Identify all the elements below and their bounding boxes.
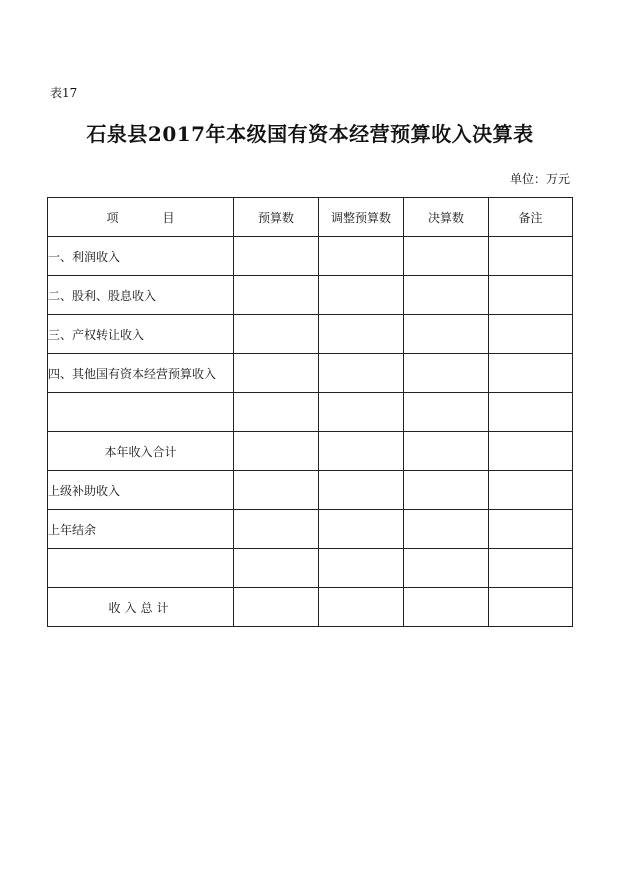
cell-final-accounts <box>404 237 489 276</box>
header-remarks: 备注 <box>489 198 573 237</box>
cell-budget <box>234 471 319 510</box>
row-item: 上级补助收入 <box>48 471 234 510</box>
cell-budget <box>234 588 319 627</box>
unit-label: 单位：万元 <box>509 172 570 186</box>
cell-remarks <box>489 588 573 627</box>
cell-adjusted-budget <box>319 510 404 549</box>
row-item: 三、产权转让收入 <box>48 315 234 354</box>
revenue-final-accounts-table <box>47 197 573 627</box>
cell-final-accounts <box>404 588 489 627</box>
cell-final-accounts <box>404 393 489 432</box>
cell-final-accounts <box>404 549 489 588</box>
row-item: 一、利润收入 <box>48 237 234 276</box>
cell-remarks <box>489 432 573 471</box>
header-final-accounts: 决算数 <box>404 198 489 237</box>
header-item-right: 目 <box>162 210 175 225</box>
table-row-blank <box>48 393 573 432</box>
header-item-left: 项 <box>106 210 119 225</box>
table-row-superior-subsidy <box>48 471 573 510</box>
cell-budget <box>234 237 319 276</box>
cell-remarks <box>489 315 573 354</box>
cell-budget <box>234 510 319 549</box>
row-item: 本年收入合计 <box>48 432 234 471</box>
cell-budget <box>234 315 319 354</box>
row-item: 上年结余 <box>48 510 234 549</box>
cell-final-accounts <box>404 432 489 471</box>
cell-remarks <box>489 276 573 315</box>
cell-remarks <box>489 237 573 276</box>
cell-adjusted-budget <box>319 315 404 354</box>
cell-budget <box>234 393 319 432</box>
row-item <box>48 549 234 588</box>
table-row-revenue-grand-total <box>48 588 573 627</box>
row-item: 四、其他国有资本经营预算收入 <box>48 354 234 393</box>
header-budget: 预算数 <box>234 198 319 237</box>
cell-remarks <box>489 354 573 393</box>
cell-budget <box>234 276 319 315</box>
row-item <box>48 393 234 432</box>
table-row-profit-revenue <box>48 237 573 276</box>
cell-final-accounts <box>404 315 489 354</box>
cell-remarks <box>489 471 573 510</box>
cell-final-accounts <box>404 510 489 549</box>
cell-adjusted-budget <box>319 354 404 393</box>
row-item: 收入总计 <box>48 588 234 627</box>
header-item <box>48 198 234 237</box>
table-header-row <box>48 198 573 237</box>
page-title: 石泉县2017年本级国有资本经营预算收入决算表 <box>86 122 534 146</box>
cell-adjusted-budget <box>319 588 404 627</box>
cell-adjusted-budget <box>319 549 404 588</box>
table-row-blank <box>48 549 573 588</box>
cell-adjusted-budget <box>319 471 404 510</box>
cell-remarks <box>489 510 573 549</box>
table-row-dividend-revenue <box>48 276 573 315</box>
row-item: 二、股利、股息收入 <box>48 276 234 315</box>
cell-adjusted-budget <box>319 393 404 432</box>
cell-adjusted-budget <box>319 276 404 315</box>
table-row-prior-year-balance <box>48 510 573 549</box>
cell-final-accounts <box>404 276 489 315</box>
table-row-property-transfer-revenue <box>48 315 573 354</box>
cell-adjusted-budget <box>319 237 404 276</box>
cell-adjusted-budget <box>319 432 404 471</box>
table-row-annual-revenue-subtotal <box>48 432 573 471</box>
cell-remarks <box>489 549 573 588</box>
cell-final-accounts <box>404 471 489 510</box>
cell-budget <box>234 432 319 471</box>
cell-remarks <box>489 393 573 432</box>
cell-final-accounts <box>404 354 489 393</box>
table-number: 表17 <box>50 86 78 100</box>
cell-budget <box>234 354 319 393</box>
header-adjusted-budget: 调整预算数 <box>319 198 404 237</box>
table-row-other-revenue <box>48 354 573 393</box>
cell-budget <box>234 549 319 588</box>
